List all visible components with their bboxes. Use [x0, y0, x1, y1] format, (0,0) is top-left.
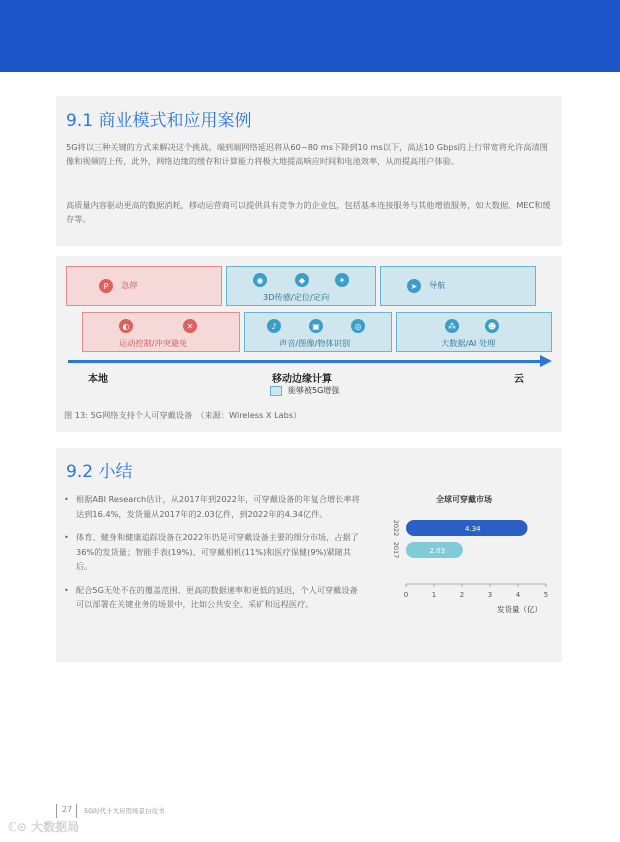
network-icon: ⁂	[445, 319, 459, 333]
weibo-icon: ℂ⊙	[8, 820, 27, 834]
paragraph: 5G将以三种关键的方式来解决这个挑战。端到端网络延迟将从60~80 ms下降到10 ms以下，高达10 Gbps的上行带宽将允许高清图像和视频的上传，此外，网络边缘的缓存和计算能力将极大地提高响应时间和电池效率，从而提高用户体验。	[66, 142, 548, 166]
collision-icon: ✕	[183, 319, 197, 333]
watermark	[8, 818, 79, 835]
edge-axis-arrow	[540, 355, 552, 367]
focus-icon: ◎	[351, 319, 365, 333]
watermark-text: 大数据局	[31, 820, 80, 834]
box-label: 大数据/AI 处理	[441, 338, 496, 348]
image-icon: ▣	[309, 319, 323, 333]
chart-svg	[384, 488, 554, 618]
location-pin-icon: ◆	[295, 273, 309, 287]
toggle-icon: ◐	[119, 319, 133, 333]
diagram-box-big-data-ai	[396, 312, 552, 352]
chart-title: 全球可穿戴市场	[436, 495, 492, 504]
diagram-box-motion-control	[82, 312, 240, 352]
diagram-box-navigation	[380, 266, 536, 306]
compass-icon: ✦	[335, 273, 349, 287]
speaker-icon: ♪	[267, 319, 281, 333]
legend-swatch	[270, 386, 282, 396]
summary-bullets	[64, 492, 362, 621]
chart-tick-label: 4	[515, 591, 521, 599]
edge-axis-line	[68, 360, 542, 363]
wearables-diagram	[56, 256, 562, 432]
footer-divider	[56, 804, 57, 818]
legend-label: 能够被5G增强	[288, 386, 340, 395]
head-icon: ☻	[485, 319, 499, 333]
header-band	[0, 0, 620, 72]
chart-tick-label: 1	[431, 591, 437, 599]
list-item: • 配合5G无处不在的覆盖范围、更高的数据速率和更低的延迟，个人可穿戴设备可以部署在关键业务的场景中，比如公共安全、采矿和远程医疗。	[64, 583, 362, 612]
box-label: 导航	[429, 280, 446, 290]
section-title: 9.2 小结	[66, 462, 133, 482]
chart-tick-label: 0	[403, 591, 409, 599]
chart-data-label: 4.34	[465, 525, 481, 533]
chart-x-axis-label: 发货量（亿）	[497, 605, 542, 614]
axis-label-cloud: 云	[514, 374, 524, 385]
signal-icon: ◉	[253, 273, 267, 287]
navigation-icon: ➤	[407, 279, 421, 293]
parking-icon: P	[99, 279, 113, 293]
list-item: • 体育、健身和健康追踪设备在2022年仍是可穿戴设备主要的细分市场，占据了36%的发货量；智能手表(19%)、可穿戴相机(11%)和医疗保健(9%)紧随其后。	[64, 530, 362, 574]
axis-label-mec: 移动边缘计算	[272, 374, 332, 385]
axis-label-local: 本地	[88, 374, 108, 385]
footer-divider	[76, 804, 77, 818]
box-label: 急停	[121, 280, 138, 290]
page-number: 27	[62, 805, 73, 814]
box-label: 3D传感/定位/定向	[263, 292, 330, 302]
chart-tick-label: 5	[543, 591, 549, 599]
chart-tick-label: 2	[459, 591, 465, 599]
section-summary	[56, 448, 562, 662]
box-label: 声音/图像/物体识别	[279, 338, 351, 348]
section-commercial-models	[56, 96, 562, 246]
paragraph: 高质量内容驱动更高的数据消耗，移动运营商可以提供具有竞争力的企业包，包括基本连接服务与其他增值服务，如大数据、MEC和缓存等。	[66, 200, 551, 224]
diagram-box-emergency-stop	[66, 266, 222, 306]
box-label: 运动控制/冲突避免	[119, 338, 188, 348]
wearable-market-chart	[384, 488, 554, 618]
diagram-box-recognition	[244, 312, 392, 352]
diagram-box-3d-sensing	[226, 266, 376, 306]
chart-tick-label: 3	[487, 591, 493, 599]
section-title: 9.1 商业模式和应用案例	[66, 111, 252, 131]
document-title: 5G时代十大应用场景白皮书	[84, 807, 165, 815]
chart-data-label: 2.03	[429, 547, 446, 555]
chart-category-label: 2017	[392, 541, 400, 559]
list-item: • 根据ABI Research估计，从2017年到2022年，可穿戴设备的年复合增长率将达到16.4%，发货量从2017年的2.03亿件，到2022年的4.34亿件。	[64, 492, 362, 521]
chart-category-label: 2022	[392, 519, 400, 537]
figure-caption: 图 13: 5G网络支持个人可穿戴设备 （来源：Wireless X Labs）	[64, 410, 302, 420]
